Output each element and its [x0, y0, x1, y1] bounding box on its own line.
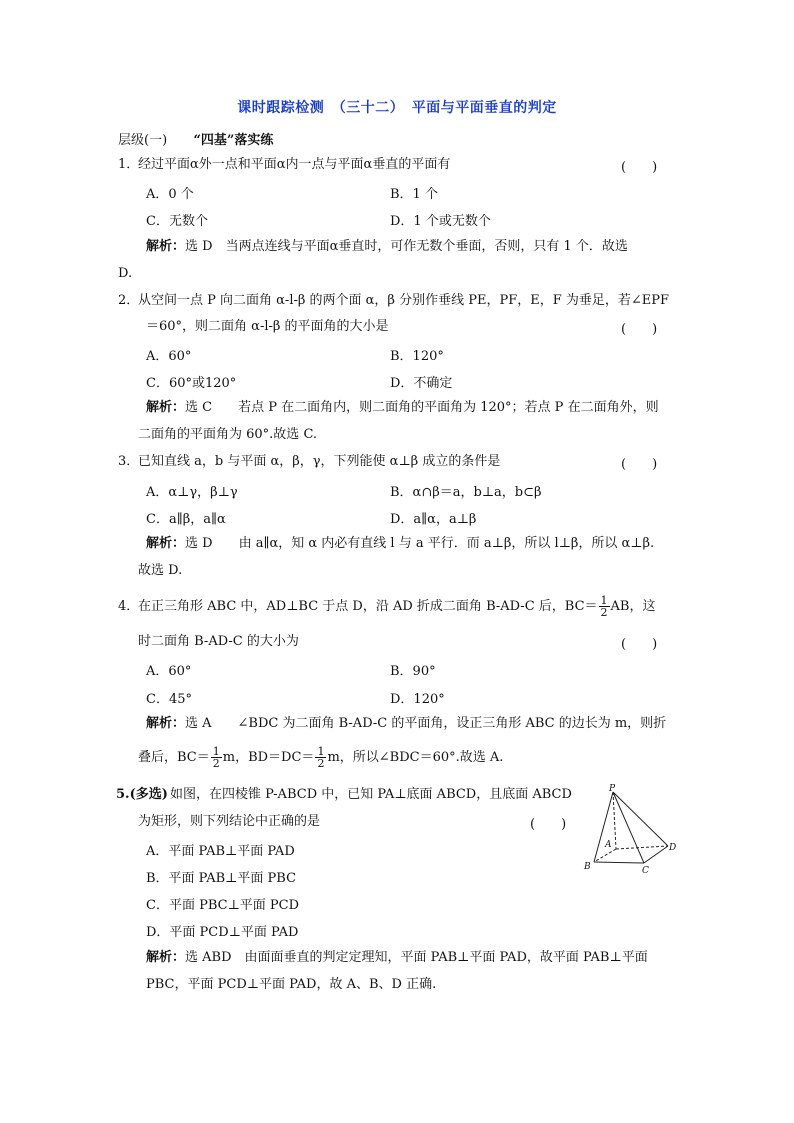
q5-number: 5.(多选)	[116, 787, 168, 802]
q1-option-c: C．无数个	[146, 214, 208, 229]
q1-stem: 经过平面α外一点和平面α内一点与平面α垂直的平面有	[138, 157, 451, 172]
section-level: 层级(一)	[118, 133, 168, 148]
analysis-label: 解析：	[146, 239, 186, 254]
q1-option-d: D．1 个或无数个	[390, 214, 491, 229]
q3-analysis-cont: 故选 D.	[138, 563, 183, 578]
q2-number: 2．	[118, 293, 140, 308]
fraction-numerator: 1	[317, 745, 325, 758]
q2-analysis-cont: 二面角的平面角为 60°.故选 C.	[138, 427, 318, 442]
section-heading	[118, 129, 273, 148]
q4-stem-part2: AB，这	[610, 599, 656, 614]
vertex-label-a: A	[605, 840, 612, 850]
q4-analysis-part2: m，BD＝DC＝	[222, 750, 315, 765]
fraction-numerator: 1	[600, 594, 608, 607]
q4-stem-line1	[138, 589, 655, 625]
edge-pd	[613, 792, 668, 846]
q4-answer-paren: ( )	[621, 637, 658, 652]
vertex-label-c: C	[642, 866, 649, 876]
q4-option-d: D．120°	[390, 692, 445, 707]
q5-stem-line1: 如图，在四棱锥 P-ABCD 中，已知 PA⊥底面 ABCD，且底面 ABCD	[170, 787, 572, 802]
q4-fraction-1	[211, 746, 222, 769]
q4-analysis	[146, 715, 666, 733]
q2-stem-line2: ＝60°，则二面角 α-l-β 的平面角的大小是	[146, 319, 389, 334]
q3-number: 3．	[118, 454, 140, 469]
q5-stem-line2: 为矩形，则下列结论中正确的是	[138, 814, 321, 829]
q4-analysis-cont	[138, 740, 503, 776]
q5-analysis	[146, 949, 648, 967]
q3-option-d: D．a∥α，a⊥β	[390, 512, 477, 527]
edge-pb	[594, 792, 613, 862]
q5-option-b: B．平面 PAB⊥平面 PBC	[146, 871, 297, 886]
edge-pc	[613, 792, 644, 863]
q4-option-a: A．60°	[146, 664, 192, 679]
edge-bc	[594, 862, 644, 863]
q3-analysis	[146, 535, 654, 553]
edge-pa	[613, 792, 616, 849]
q4-stem-part1: 在正三角形 ABC 中，AD⊥BC 于点 D，沿 AD 折成二面角 B-AD-C 后，BC＝	[138, 599, 598, 614]
fraction-denominator: 2	[317, 757, 325, 770]
q2-analysis	[146, 399, 659, 417]
vertex-label-p: P	[609, 784, 616, 794]
fraction-denominator: 2	[212, 757, 220, 770]
analysis-label: 解析：	[146, 716, 186, 731]
q5-option-d: D．平面 PCD⊥平面 PAD	[146, 925, 299, 940]
q2-option-a: A．60°	[146, 349, 192, 364]
q4-fraction-2	[315, 746, 326, 769]
edge-cd	[644, 846, 668, 863]
q5-option-c: C．平面 PBC⊥平面 PCD	[146, 898, 300, 913]
q1-analysis	[146, 238, 628, 256]
q5-analysis-cont: PBC，平面 PCD⊥平面 PAD，故 A、B、D 正确.	[146, 977, 437, 992]
q4-option-c: C．45°	[146, 692, 192, 707]
q4-analysis-part1: 叠后，BC＝	[138, 750, 210, 765]
q5-option-a: A．平面 PAB⊥平面 PAD	[146, 844, 295, 859]
q4-analysis-part3: m，所以∠BDC＝60°.故选 A.	[327, 750, 504, 765]
q4-fraction	[599, 595, 610, 618]
q1-option-a: A．0 个	[146, 187, 194, 202]
page-title: 课时跟踪检测 （三十二） 平面与平面垂直的判定	[237, 100, 557, 116]
q4-analysis-text: 选 A ∠BDC 为二面角 B-AD-C 的平面角，设正三角形 ABC 的边长为 m，则折	[185, 716, 667, 731]
q1-analysis-cont: D.	[118, 266, 133, 281]
analysis-label: 解析：	[146, 950, 186, 965]
q3-answer-paren: ( )	[621, 457, 658, 472]
edge-ad	[616, 846, 668, 849]
q2-answer-paren: ( )	[621, 322, 658, 337]
q1-option-b: B．1 个	[390, 187, 438, 202]
vertex-label-b: B	[584, 862, 591, 872]
q1-number: 1．	[118, 157, 140, 172]
fraction-denominator: 2	[600, 606, 608, 619]
q5-analysis-text: 选 ABD 由面面垂直的判定定理知，平面 PAB⊥平面 PAD，故平面 PAB⊥平面	[185, 950, 648, 965]
vertex-label-d: D	[669, 843, 677, 853]
q4-stem-line2: 时二面角 B-AD-C 的大小为	[138, 634, 299, 649]
q3-option-b: B．α∩β＝a，b⊥a，b⊂β	[390, 485, 542, 500]
q3-option-a: A．α⊥γ，β⊥γ	[146, 485, 238, 500]
q1-answer-paren: ( )	[621, 160, 658, 175]
q4-option-b: B．90°	[390, 664, 436, 679]
q2-option-c: C．60°或120°	[146, 376, 237, 391]
analysis-label: 解析：	[146, 400, 186, 415]
section-name: “四基”落实练	[193, 133, 274, 148]
q1-analysis-text: 选 D 当两点连线与平面α垂直时，可作无数个垂面，否则，只有 1 个．故选	[185, 239, 628, 254]
q2-analysis-text: 选 C 若点 P 在二面角内，则二面角的平面角为 120°；若点 P 在二面角外，则	[185, 400, 659, 415]
pyramid-figure	[580, 784, 680, 878]
q2-option-d: D．不确定	[390, 376, 453, 391]
q3-stem: 已知直线 a，b 与平面 α，β，γ，下列能使 α⊥β 成立的条件是	[138, 454, 501, 469]
q2-stem-line1: 从空间一点 P 向二面角 α-l-β 的两个面 α，β 分别作垂线 PE，PF，E，F 为垂足，若∠EPF	[138, 293, 670, 308]
q4-number: 4．	[118, 599, 140, 614]
analysis-label: 解析：	[146, 536, 186, 551]
q5-answer-paren: ( )	[530, 817, 567, 832]
q2-option-b: B．120°	[390, 349, 444, 364]
q3-analysis-text: 选 D 由 a∥α，知 α 内必有直线 l 与 a 平行．而 a⊥β，所以 l⊥β，所以 α⊥β.	[185, 536, 655, 551]
fraction-numerator: 1	[212, 745, 220, 758]
q3-option-c: C．a∥β，a∥α	[146, 512, 226, 527]
